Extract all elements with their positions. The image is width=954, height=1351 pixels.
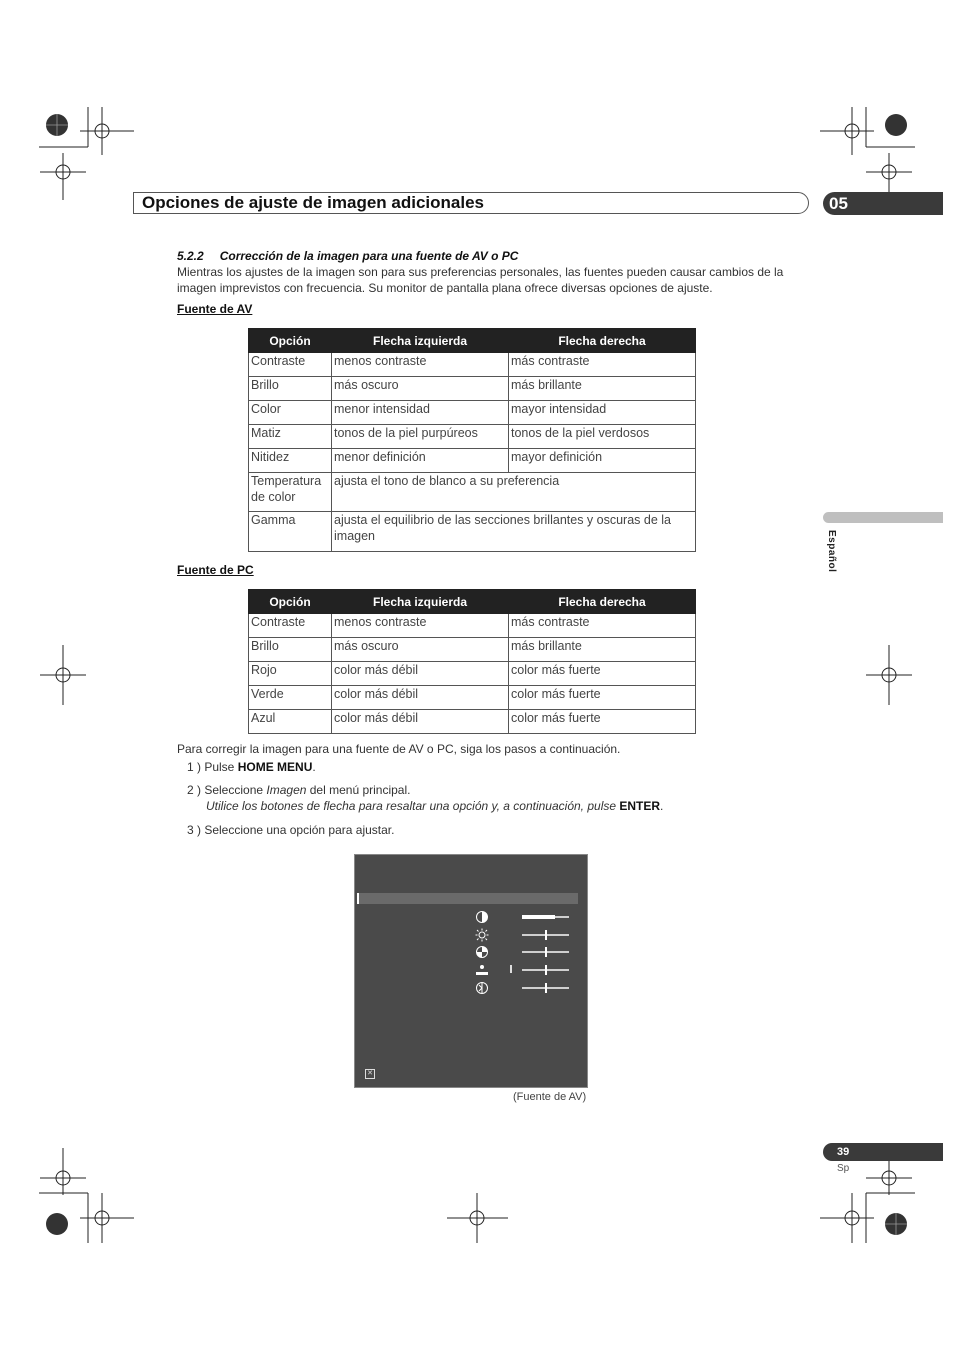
chapter-number: 05 <box>823 192 943 215</box>
table-row <box>249 512 696 552</box>
table-cell: Contraste <box>249 614 332 638</box>
step-2 <box>187 782 410 798</box>
table-cell: color más fuerte <box>509 710 696 734</box>
table-cell: más oscuro <box>332 638 509 662</box>
sharpness-slider <box>522 987 569 989</box>
slider-knob <box>545 983 547 993</box>
table-cell: mayor definición <box>509 449 696 473</box>
tint-icon <box>475 963 489 977</box>
step-2-suffix: del menú principal. <box>306 783 411 797</box>
table-row <box>249 638 696 662</box>
table-cell: Color <box>249 401 332 425</box>
table-cell: Brillo <box>249 377 332 401</box>
page-title: Opciones de ajuste de imagen adicionales <box>142 193 485 212</box>
table-cell: Temperatura de color <box>249 473 332 512</box>
slider-knob <box>545 965 547 975</box>
table-cell: Contraste <box>249 353 332 377</box>
step-2-text: 2 ) Seleccione <box>187 783 267 797</box>
table-row <box>249 662 696 686</box>
column-header: Flecha derecha <box>509 590 696 614</box>
step-2-note-end: . <box>660 799 664 813</box>
table-cell: Nitidez <box>249 449 332 473</box>
table-row <box>249 686 696 710</box>
table-cell: Rojo <box>249 662 332 686</box>
column-header: Flecha izquierda <box>332 590 509 614</box>
table-cell: más oscuro <box>332 377 509 401</box>
table-cell: color más débil <box>332 662 509 686</box>
table-cell: ajusta el tono de blanco a su preferencia <box>332 473 696 512</box>
column-header: Flecha izquierda <box>332 329 509 353</box>
tint-marker <box>510 965 512 973</box>
table-row <box>249 614 696 638</box>
table-cell: color más fuerte <box>509 662 696 686</box>
brightness-slider <box>522 934 569 936</box>
table-cell: tonos de la piel purpúreos <box>332 425 509 449</box>
table-cell: Gamma <box>249 512 332 552</box>
step-2-note <box>206 798 663 814</box>
step-1 <box>187 759 316 775</box>
tint-slider <box>522 969 569 971</box>
slider-knob <box>545 930 547 940</box>
table-cell: menor definición <box>332 449 509 473</box>
pc-source-heading: Fuente de PC <box>177 563 254 577</box>
close-icon: ✕ <box>365 1069 375 1079</box>
color-icon <box>475 945 489 959</box>
table-row <box>249 353 696 377</box>
enter-key: ENTER <box>619 799 661 813</box>
table-cell: color más fuerte <box>509 686 696 710</box>
imagen-menu-item: Imagen <box>266 783 307 797</box>
table-cell: Brillo <box>249 638 332 662</box>
step-3: 3 ) Seleccione una opción para ajustar. <box>187 823 395 837</box>
table-cell: menos contraste <box>332 353 509 377</box>
table-cell: más contraste <box>509 614 696 638</box>
section-title: Corrección de la imagen para una fuente de AV o PC <box>219 249 519 263</box>
table-row <box>249 377 696 401</box>
brightness-icon <box>475 928 489 942</box>
table-header-row <box>249 329 696 353</box>
table-cell: más brillante <box>509 638 696 662</box>
av-source-heading: Fuente de AV <box>177 302 253 316</box>
steps-intro: Para corregir la imagen para una fuente de AV o PC, siga los pasos a continuación. <box>177 742 621 756</box>
home-menu-key: HOME MENU <box>237 760 313 774</box>
color-slider <box>522 951 569 953</box>
contrast-icon <box>475 910 489 924</box>
section-number: 5.2.2 <box>177 249 204 263</box>
contrast-slider <box>522 916 569 918</box>
table-header-row <box>249 590 696 614</box>
table-row <box>249 710 696 734</box>
column-header: Flecha derecha <box>509 329 696 353</box>
table-cell: menor intensidad <box>332 401 509 425</box>
page-number: 39 <box>823 1143 943 1161</box>
table-row <box>249 425 696 449</box>
column-header: Opción <box>249 590 332 614</box>
osd-highlight-bar <box>357 893 578 904</box>
column-header: Opción <box>249 329 332 353</box>
table-cell: Verde <box>249 686 332 710</box>
osd-cursor <box>357 893 359 904</box>
page-language-code: Sp <box>837 1163 850 1174</box>
table-cell: Matiz <box>249 425 332 449</box>
table-cell: color más débil <box>332 710 509 734</box>
table-cell: color más débil <box>332 686 509 710</box>
section-heading <box>177 249 518 263</box>
section-intro: Mientras los ajustes de la imagen son para sus preferencias personales, las fuentes pueden causar cambios de la imagen imprevistos con frecuencia. Su monitor de pantalla plana ofrece diversas opciones de ajuste. <box>177 265 784 295</box>
osd-caption: (Fuente de AV) <box>513 1091 587 1103</box>
language-tab <box>823 512 943 523</box>
table-cell: Azul <box>249 710 332 734</box>
table-cell: mayor intensidad <box>509 401 696 425</box>
slider-knob <box>545 947 547 957</box>
step-2-note-text: Utilice los botones de flecha para resaltar una opción y, a continuación, pulse <box>206 799 620 813</box>
table-cell: tonos de la piel verdosos <box>509 425 696 449</box>
table-cell: más contraste <box>509 353 696 377</box>
table-cell: menos contraste <box>332 614 509 638</box>
av-options-table <box>248 328 696 552</box>
table-cell: más brillante <box>509 377 696 401</box>
pc-options-table <box>248 589 696 734</box>
step-1-end: . <box>312 760 316 774</box>
slider-fill <box>522 915 555 919</box>
table-cell: ajusta el equilibrio de las secciones brillantes y oscuras de la imagen <box>332 512 696 552</box>
table-row <box>249 473 696 512</box>
table-row <box>249 401 696 425</box>
step-1-text: 1 ) Pulse <box>187 760 238 774</box>
language-label: Español <box>826 530 837 573</box>
table-row <box>249 449 696 473</box>
osd-picture-menu <box>354 854 588 1088</box>
sharpness-icon <box>475 981 489 995</box>
